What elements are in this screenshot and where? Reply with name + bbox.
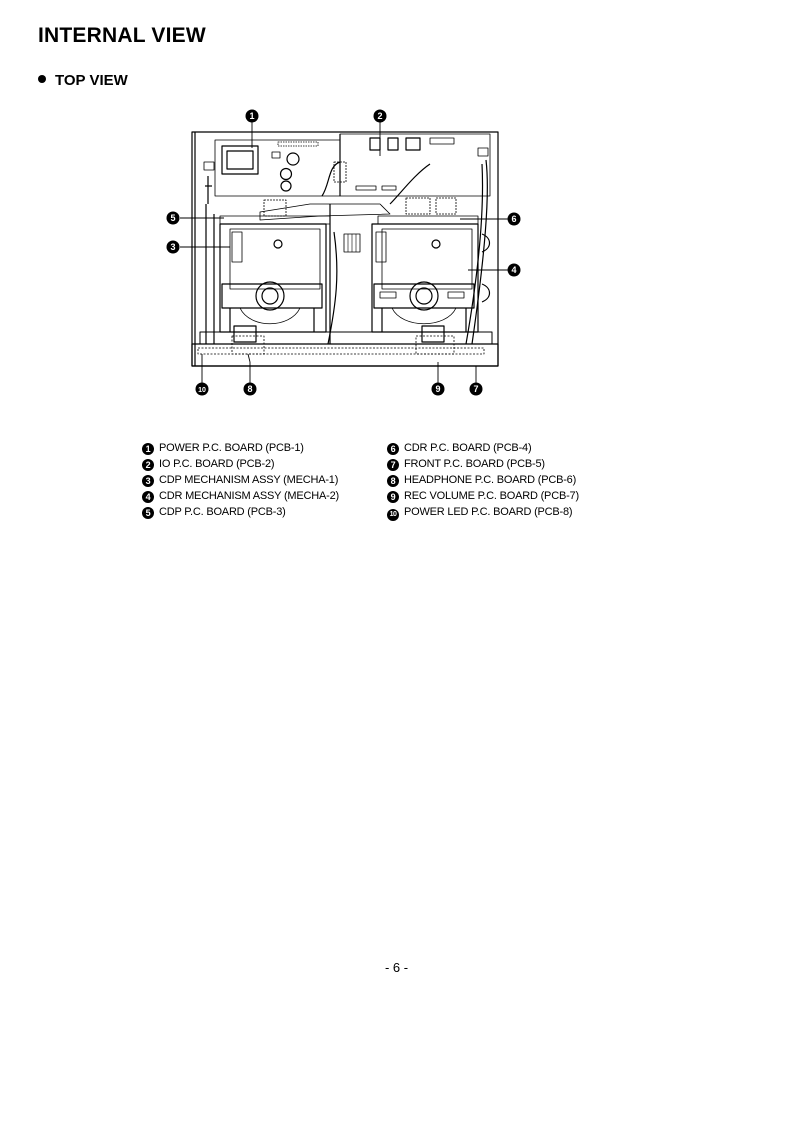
legend-number-badge: 10 <box>387 509 399 521</box>
callout-3 <box>167 241 180 254</box>
legend-number-badge: 7 <box>387 459 399 471</box>
callout-8 <box>244 383 257 396</box>
callout-2 <box>374 110 387 123</box>
legend-column-right <box>387 440 579 520</box>
svg-text:7: 7 <box>473 384 479 395</box>
headphone-pcb <box>234 326 256 342</box>
page-number: - 6 - <box>384 960 409 975</box>
svg-text:5: 5 <box>170 213 176 224</box>
legend-item <box>387 472 579 488</box>
svg-text:8: 8 <box>247 384 253 395</box>
cdp-mechanism <box>220 224 326 332</box>
legend-number-badge: 8 <box>387 475 399 487</box>
legend-number-badge: 2 <box>142 459 154 471</box>
legend-label: CDR P.C. BOARD (PCB-4) <box>404 442 532 454</box>
legend-column-left <box>142 440 339 520</box>
legend-label: CDR MECHANISM ASSY (MECHA-2) <box>159 490 339 502</box>
legend-item <box>387 488 579 504</box>
legend-item <box>387 456 579 472</box>
section-heading-text: TOP VIEW <box>55 72 128 89</box>
svg-text:9: 9 <box>435 384 441 395</box>
front-panel <box>192 344 498 366</box>
cdp-pcb-strip <box>220 216 330 224</box>
legend-number-badge: 1 <box>142 443 154 455</box>
svg-text:3: 3 <box>170 242 176 253</box>
legend-label: FRONT P.C. BOARD (PCB-5) <box>404 458 545 470</box>
callout-7 <box>470 383 483 396</box>
io-pcb-region <box>340 134 490 196</box>
legend-number-badge: 5 <box>142 507 154 519</box>
legend-label: POWER P.C. BOARD (PCB-1) <box>159 442 304 454</box>
chassis-outline <box>192 132 498 366</box>
legend-label: IO P.C. BOARD (PCB-2) <box>159 458 275 470</box>
callout-10 <box>196 383 209 396</box>
power-pcb-region <box>215 140 340 196</box>
legend-item <box>142 456 339 472</box>
top-view-diagram <box>160 104 517 404</box>
legend-number-badge: 6 <box>387 443 399 455</box>
legend-item <box>387 504 579 520</box>
section-heading <box>38 72 128 89</box>
svg-text:2: 2 <box>377 111 383 122</box>
cdr-mechanism <box>372 224 478 332</box>
svg-text:10: 10 <box>198 387 206 394</box>
callout-4 <box>508 264 521 277</box>
legend-item <box>142 472 339 488</box>
rec-volume-pcb <box>422 326 444 342</box>
legend-label: CDP P.C. BOARD (PCB-3) <box>159 506 286 518</box>
svg-text:6: 6 <box>511 214 517 225</box>
legend-label: HEADPHONE P.C. BOARD (PCB-6) <box>404 474 577 486</box>
legend-item <box>142 504 339 520</box>
legend-number-badge: 4 <box>142 491 154 503</box>
callout-1 <box>246 110 259 123</box>
svg-text:4: 4 <box>511 265 517 276</box>
page-title: INTERNAL VIEW <box>38 24 206 47</box>
cdr-pcb-strip <box>378 216 478 224</box>
svg-text:1: 1 <box>249 111 255 122</box>
legend-item <box>142 488 339 504</box>
legend-label: REC VOLUME P.C. BOARD (PCB-7) <box>404 490 579 502</box>
legend-label: POWER LED P.C. BOARD (PCB-8) <box>404 506 573 518</box>
legend-number-badge: 9 <box>387 491 399 503</box>
legend-label: CDP MECHANISM ASSY (MECHA-1) <box>159 474 339 486</box>
callout-6 <box>508 213 521 226</box>
legend-number-badge: 3 <box>142 475 154 487</box>
callout-5 <box>167 212 180 225</box>
bullet-icon <box>38 75 46 83</box>
legend-item <box>387 440 579 456</box>
legend-item <box>142 440 339 456</box>
callout-9 <box>432 383 445 396</box>
